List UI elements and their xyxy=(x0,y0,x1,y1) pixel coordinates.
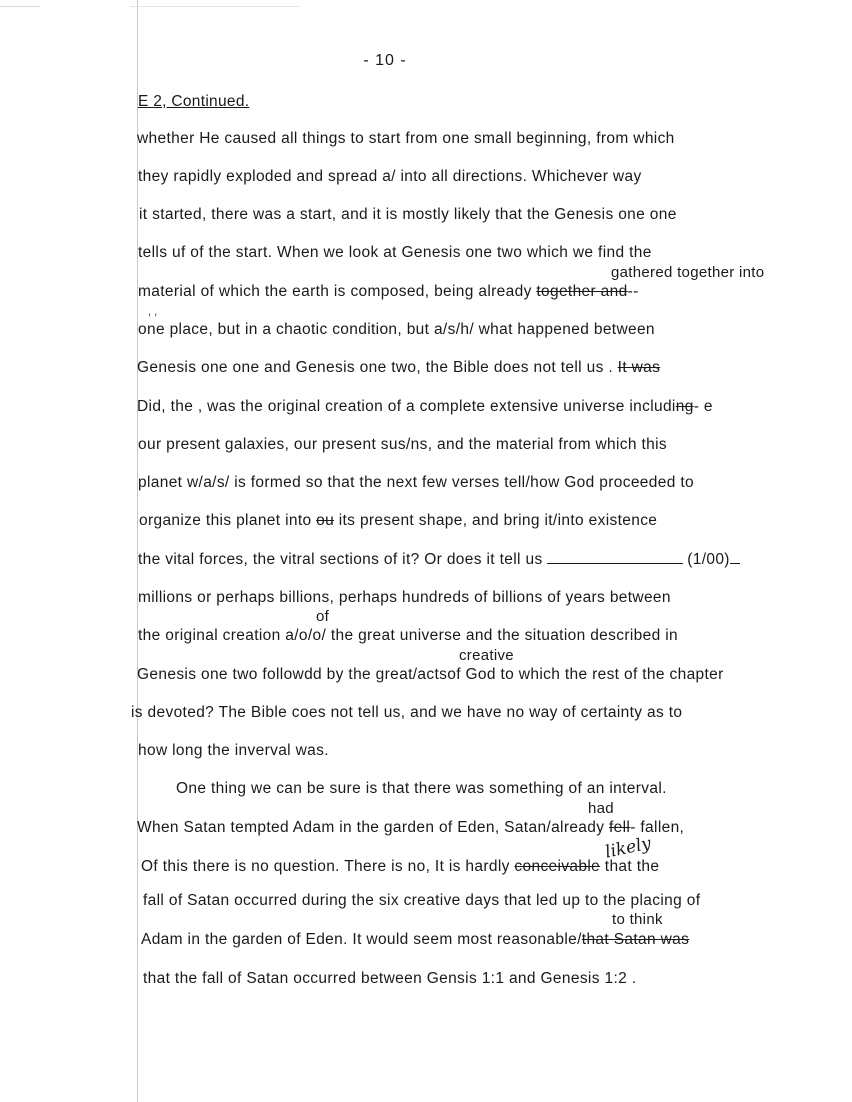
section-heading: E 2, Continued. xyxy=(138,93,250,110)
body-line: material of which the earth is composed, being already together and-- xyxy=(138,283,639,300)
body-line: One thing we can be sure is that there was something of an interval. xyxy=(176,780,667,797)
body-line: Adam in the garden of Eden. It would seem most reasonable/that Satan was xyxy=(141,931,690,948)
body-line: one place, but in a chaotic condition, but a/s/h/ what happened between xyxy=(138,321,655,338)
margin-note: (1/00) xyxy=(687,551,730,568)
interline-creative: creative xyxy=(459,647,514,664)
interline-to-think: to think xyxy=(612,911,663,928)
fill-in-blank xyxy=(547,551,683,564)
body-line: Genesis one two followdd by the great/actsof God to which the rest of the chapter xyxy=(137,666,724,683)
struck-text: It was xyxy=(617,359,661,376)
interline-had: had xyxy=(588,800,614,817)
body-line: is devoted? The Bible coes not tell us, and we have no way of certainty as to xyxy=(131,704,683,721)
struck-text: ng xyxy=(675,398,694,415)
handwritten-likely: likely xyxy=(603,833,653,863)
body-line: that the fall of Satan occurred between Gensis 1:1 and Genesis 1:2 . xyxy=(143,970,637,987)
body-line: fall of Satan occurred during the six creative days that led up to the placing of xyxy=(143,892,701,909)
top-edge-mark xyxy=(0,6,852,7)
tick-marks: , , xyxy=(148,306,158,318)
body-line: how long the inverval was. xyxy=(138,742,329,759)
body-line: When Satan tempted Adam in the garden of Eden, Satan/already fell- fallen, xyxy=(137,819,685,836)
body-line: Genesis one one and Genesis one two, the Bible does not tell us . It was xyxy=(137,359,661,376)
body-line: the original creation a/o/o/ the great universe and the situation described in xyxy=(138,627,678,644)
page-number: - 10 - xyxy=(363,52,407,69)
body-line: tells uf of the start. When we look at Genesis one two which we find the xyxy=(138,244,652,261)
body-line: it started, there was a start, and it is mostly likely that the Genesis one one xyxy=(139,206,677,223)
struck-text: together and xyxy=(536,283,628,300)
body-line: planet w/a/s/ is formed so that the next few verses tell/how God proceeded to xyxy=(138,474,694,491)
struck-text: ou xyxy=(316,512,335,529)
struck-text: fell xyxy=(609,819,631,836)
body-line: Did, the , was the original creation of a complete extensive universe including- e xyxy=(137,398,713,415)
struck-text: that Satan was xyxy=(581,931,690,948)
body-line: millions or perhaps billions, perhaps hundreds of billions of years between xyxy=(138,589,671,606)
body-line: whether He caused all things to start from one small beginning, from which xyxy=(137,130,675,147)
body-line: they rapidly exploded and spread a/ into all directions. Whichever way xyxy=(138,168,642,185)
body-line: Of this there is no question. There is no, It is hardly conceivable that the xyxy=(141,858,660,875)
body-line: organize this planet into ou its present shape, and bring it/into existence xyxy=(139,512,658,529)
body-line: our present galaxies, our present sus/ns, and the material from which this xyxy=(138,436,668,453)
struck-text: conceivable xyxy=(514,858,601,875)
interline-of: of xyxy=(316,608,330,625)
interline-gathered: gathered together into xyxy=(611,264,765,281)
body-line: the vital forces, the vitral sections of it? Or does it tell us (1/00) xyxy=(138,551,740,569)
